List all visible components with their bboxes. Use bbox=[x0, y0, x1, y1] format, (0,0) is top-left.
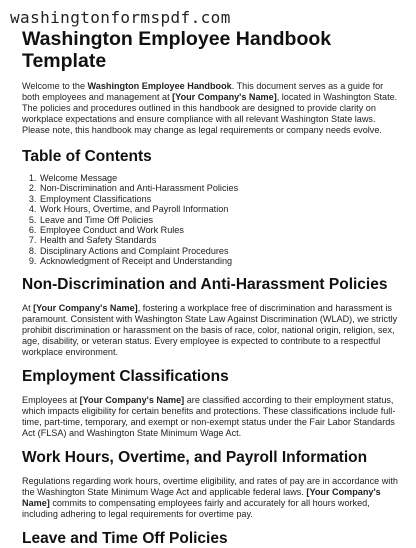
toc-item: 5. Leave and Time Off Policies bbox=[39, 215, 400, 225]
section-heading-nondiscrimination: Non-Discrimination and Anti-Harassment Policies bbox=[22, 275, 388, 293]
toc-item: 7. Health and Safety Standards bbox=[39, 235, 400, 245]
toc-item: 1. Welcome Message bbox=[39, 173, 400, 183]
toc-item: 2. Non-Discrimination and Anti-Harassment Policies bbox=[39, 183, 400, 193]
work-hours-paragraph bbox=[22, 476, 400, 520]
hours-text-2: commits to compensating employees fairly and accurately for all hours worked, including adhering to legal requirements for overtime pay. bbox=[22, 497, 370, 519]
company-name-placeholder: [Your Company's Name] bbox=[22, 486, 381, 508]
company-name-placeholder: [Your Company's Name] bbox=[79, 394, 185, 405]
classif-text-1: Employees at bbox=[22, 394, 80, 405]
nondiscrimination-paragraph bbox=[22, 303, 400, 358]
hours-text-1: Regulations regarding work hours, overtime eligibility, and rates of pay are in accordance with the Washington State Minimum Wage Act and applicable federal laws. bbox=[22, 475, 398, 497]
nondisc-text-1: At bbox=[22, 302, 34, 313]
section-heading-classifications: Employment Classifications bbox=[22, 367, 229, 385]
toc-item: 4. Work Hours, Overtime, and Payroll Information bbox=[39, 204, 400, 214]
toc-item: 3. Employment Classifications bbox=[39, 194, 400, 204]
toc-list bbox=[22, 173, 400, 267]
document-body bbox=[22, 28, 400, 548]
section-heading-leave: Leave and Time Off Policies bbox=[22, 529, 228, 547]
intro-text-1: Welcome to the bbox=[22, 81, 88, 91]
classif-text-2: are classified according to their employment status, which impacts eligibility for certain benefits and protections. These classifications include full-time, part-time, temporary, and exempt or non-exempt status under the Fair Labor Standards Act (FLSA) and Washington State Minimum Wage Act. bbox=[22, 394, 396, 438]
section-heading-work-hours: Work Hours, Overtime, and Payroll Information bbox=[22, 448, 368, 466]
site-watermark: washingtonformspdf.com bbox=[10, 8, 231, 27]
intro-text-2: . This document serves as a guide for both employees and management at bbox=[22, 81, 384, 102]
company-name-placeholder: [Your Company's Name] bbox=[172, 92, 277, 102]
toc-item: 9. Acknowledgment of Receipt and Understanding bbox=[39, 256, 400, 266]
intro-paragraph bbox=[22, 81, 400, 136]
handbook-name: Washington Employee Handbook bbox=[87, 81, 232, 91]
toc-item: 8. Disciplinary Actions and Complaint Procedures bbox=[39, 246, 400, 256]
intro-text-3: , located in Washington State. The policies and procedures outlined in this handbook are designed to provide clarity on workplace expectations and ensure compliance with all relevant Washington State laws. Please note, this handbook may change as legal requirements or company needs evolve. bbox=[22, 92, 398, 135]
document-title: Washington Employee Handbook Template bbox=[22, 28, 332, 72]
classifications-paragraph bbox=[22, 395, 400, 439]
nondisc-text-2: , fostering a workplace free of discrimination and harassment is paramount. Consistent with Washington State Law Against Discrimination (WLAD), we strictly prohibit discrimination or harassment on the basis of race, color, national origin, religion, sex, age, disability, or veteran status. Every employee is expected to contribute to a respectful workplace environment. bbox=[22, 302, 398, 357]
toc-heading: Table of Contents bbox=[22, 148, 152, 165]
company-name-placeholder: [Your Company's Name] bbox=[33, 302, 138, 313]
toc-item: 6. Employee Conduct and Work Rules bbox=[39, 225, 400, 235]
